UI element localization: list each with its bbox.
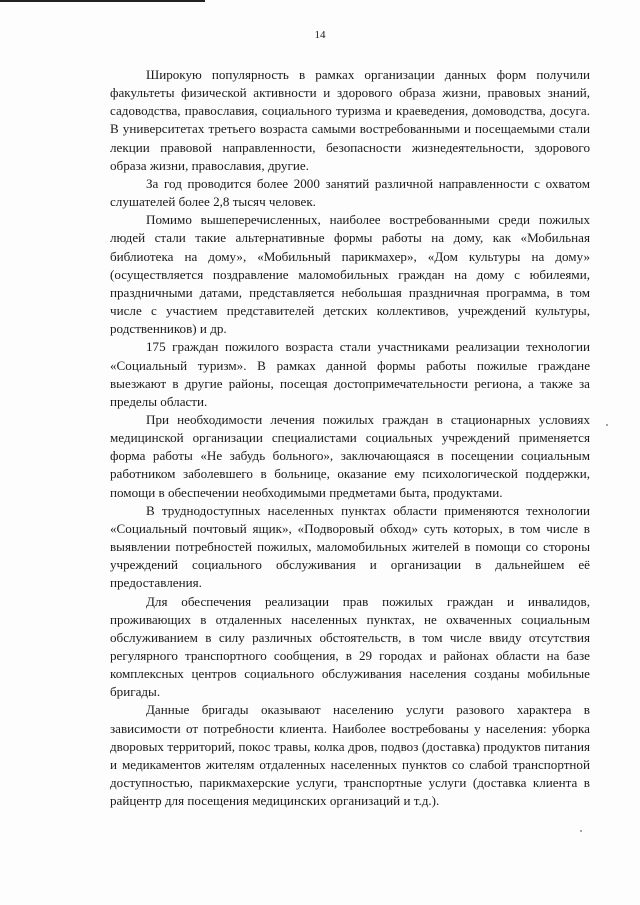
page-number: 14 — [314, 29, 326, 41]
paragraph: Данные бригады оказывают населению услуги разового характера в зависимости от потребности клиента. Наиболее востребованы у населения: уборка дворовых территорий, покос травы, колка дров, подвоз (доставка) продуктов питания и медикаментов жителям отдаленных населенных пунктов со слабой транспортной доступностью, парикмахерские услуги, транспортные услуги (доставка клиента в райцентр для посещения медицинских организаций и т.д.). — [110, 702, 590, 809]
paragraph: Широкую популярность в рамках организации данных форм получили факультеты физической активности и здорового образа жизни, правовых знаний, садоводства, православия, социального туризма и краеведения, домоводства, досуга. В университетах третьего возраста самыми востребованными и посещаемыми стали лекции правовой направленности, безопасности жизнедеятельности, здорового образа жизни, православия, другие. — [110, 67, 590, 173]
scan-speck — [606, 424, 608, 426]
body-text — [110, 66, 590, 810]
paragraph: Помимо вышеперечисленных, наиболее востребованными среди пожилых людей стали такие альтернативные формы работы на дому, как «Мобильная библиотека на дому», «Мобильный парикмахер», «Дом культуры на дому» (осуществляется поздравление маломобильных граждан на дому с юбилеями, праздничными датами, представляется небольшая праздничная программа, в том числе с участием представителей детских коллективов, учреждений культуры, родственников) и др. — [110, 212, 590, 337]
paragraph: 175 граждан пожилого возраста стали участниками реализации технологии «Социальный туризм». В рамках данной формы работы пожилые граждане выезжают в другие районы, посещая достопримечательности региона, а также за пределы области. — [110, 339, 590, 409]
scan-speck — [580, 830, 582, 832]
paragraph: В труднодоступных населенных пунктах области применяются технологии «Социальный почтовый ящик», «Подворовый обход» суть которых, в том числе в выявлении потребностей пожилых, маломобильных жителей в помощи со стороны учреждений социального обслуживания и организации в дальнейшем её предоставления. — [110, 502, 590, 591]
paragraph: Для обеспечения реализации прав пожилых граждан и инвалидов, проживающих в отдаленных населенных пунктах, не охваченных социальным обслуживанием в силу различных обстоятельств, в том числе ввиду отсутствия регулярного транспортного сообщения, в 29 городах и районах области на базе комплексных центров социального обслуживания населения созданы мобильные бригады. — [110, 593, 590, 700]
paragraph: За год проводится более 2000 занятий различной направленности с охватом слушателей более 2,8 тысяч человек. — [110, 175, 590, 210]
top-rule — [0, 0, 205, 2]
paragraph: При необходимости лечения пожилых граждан в стационарных условиях медицинской организации специалистами социальных учреждений применяется форма работы «Не забудь больного», заключающаяся в посещении социальным работником заболевшего в больнице, оказание ему психологической поддержки, помощи в обеспечении необходимыми предметами быта, продуктами. — [110, 411, 590, 500]
